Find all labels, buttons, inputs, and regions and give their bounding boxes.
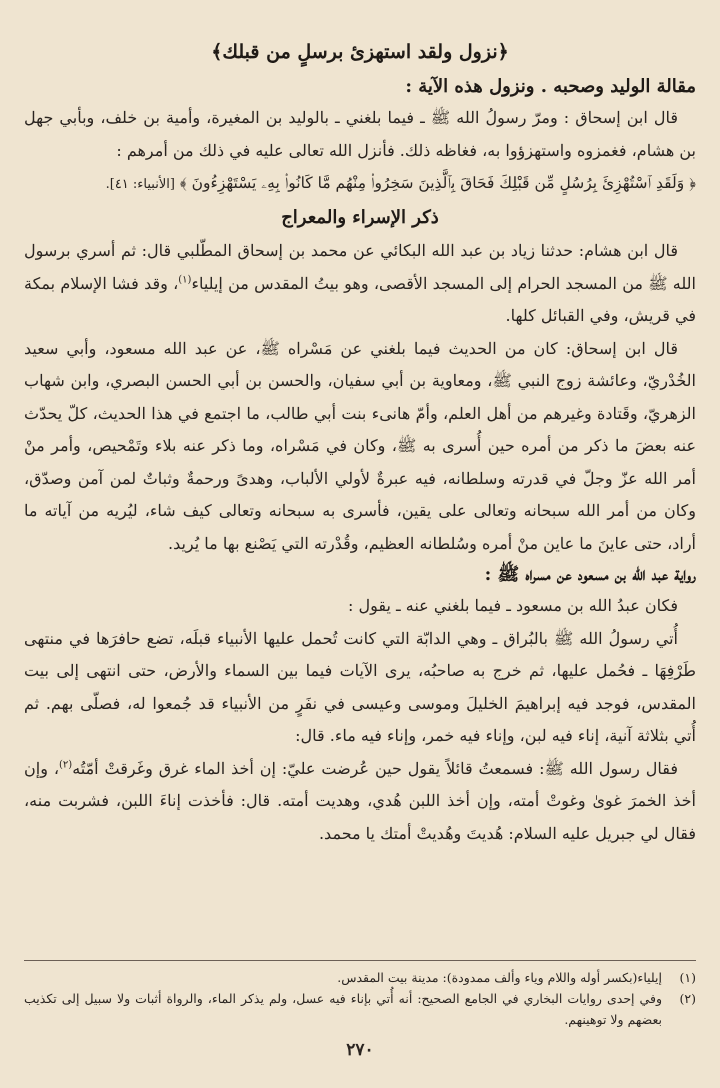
section-title-ibn-masud: رواية عبد الله بن مسعود عن مسراه ﷺ : (484, 564, 696, 585)
paragraph-ibn-ishaq-isra: قال ابن إسحاق: كان من الحديث فيما بلغني عن مَسْراه ﷺ، عن عبد الله مسعود، وأبي سعيد الخُدْريّ، وعائشة زوج النبي ﷺ، ومعاوية بن أبي سفيان، والحسن بن أبي الحسن البصري، وابن شهاب الزهريّ، وقَتادة وغيرهم من أهل العلم، وأمّ هانىء بنت أبي طالب، ما اجتمع في هذا الحديث، كلّ يحدّث عنه بعضَ ما ذكر من أمره حين أُسرى به ﷺ، وكان في مَسْراه، وما ذكر عنه بلاء وتَمْحيص، وأمر منْ أمر الله عزّ وجلّ في قدرته وسلطانه، فيه عبرةٌ لأولي الألباب، وهدىً ورحمةٌ وثباتٌ لمن آمن وصدّق، وكان من أمر الله سبحانه وتعالى على يقين، فأسرى به سبحانه وتعالى كيف شاء، ليُريه من آياته ما أراد، حتى عاينَ ما عاين منْ أمره وسُلطانه العظيم، وقُدْرته التي يَصْنع بها ما يُريد. (24, 338, 697, 553)
footnotes (24, 960, 696, 1030)
paragraph-ibn-masud-intro: فكان عبدُ الله بن مسعود ـ فيما بلغني عنه ـ يقول : (348, 596, 678, 615)
footnote-number: (٢) (679, 991, 696, 1006)
paragraph-buraq: أُتي رسولُ الله ﷺ بالبُراق ـ وهي الدابّة التي كانت تُحمل عليها الأنبياء قبلَه، تضع حافرَها في منتهى طَرْفِهَا ـ فحُمل عليها، ثم خرج به صاحبُه، يرى الآيات فيما بين السماء والأرض، حتى انتهى إلى بيت المقدس، فوجد فيه إبراهيمَ الخليلَ وموسى وعيسى في نفَرٍ من الأنبياء قد جُمعوا له، فصلّى بهم. ثم أُتي بثلاثة آنية، إناء فيه لبن، وإناء فيه خمر، وإناء فيه ماء. قال: (24, 628, 696, 745)
quran-verse (24, 167, 696, 201)
chapter-heading: ﴿نزول ولقد استهزئ برسلٍ من قبلك﴾ (211, 41, 509, 63)
footnote-number: (١) (679, 970, 696, 985)
paragraph-ibn-hisham-text: قال ابن هشام: حدثنا زياد بن عبد الله البكائي عن محمد بن إسحاق المطّلبي قال: ثم أسري برسول الله ﷺ من المسجد الحرام إلى المسجد الأقصى، وهو بيتُ المقدس من إيلياء (24, 241, 696, 293)
paragraph-three-vessels (24, 753, 696, 851)
footnote-ref-1[interactable]: (١) (178, 274, 192, 286)
paragraph-three-vessels-text-end: ، وإن أخذ الخمرَ غوىٰ وغوتْ أمته، وإن أخذ اللبن هُدي، وهديت أمته. قال: فأخذت إناءَ اللبن، فشربت منه، فقال لي جبريل عليه السلام: هُديتَ وهُديتْ أمتك يا محمد. (24, 758, 696, 843)
footnote-item (24, 988, 696, 1030)
paragraph-ibn-hisham (24, 235, 696, 333)
quran-verse-text: ﴿ وَلَقَدِ ٱسْتُهْزِئَ بِرُسُلٍ مِّن قَبْلِكَ فَحَاقَ بِٱلَّذِينَ سَخِرُوا۟ مِنْهُم مَّا كَانُوا۟ بِهِۦ يَسْتَهْزِءُونَ ﴾ (179, 174, 696, 192)
section-title-isra: ذكر الإسراء والمعراج (281, 207, 439, 228)
footnote-text: إيلياء(بكسر أوله واللام وياء وألف ممدودة): مدينة بيت المقدس. (337, 970, 662, 985)
footnote-text: وفي إحدى روايات البخاري في الجامع الصحيح: أنه أُتي بإناء فيه عسل، ولم يذكر الماء، والرواة أثبات ولا سبيل إلى تكذيب بعضهم ولا توهينهم. (24, 991, 662, 1027)
footnote-ref-2[interactable]: (٢) (59, 759, 73, 771)
quran-reference: [الأنبياء: ٤١]. (105, 177, 175, 192)
paragraph-three-vessels-text: فقال رسول الله ﷺ: فسمعتُ قائلاً يقول حين عُرضت عليّ: إن أخذ الماء غرق وغَرقتْ أمّتُه (72, 758, 678, 778)
paragraph-ibn-hisham-text-end: ، وقد فشا الإسلام بمكة في قريش، وفي القبائل كلها. (24, 273, 696, 325)
section-title-walid: مقالة الوليد وصحبه . ونزول هذه الآية : (405, 76, 696, 97)
footnote-item (24, 967, 696, 988)
page-number: ٢٧٠ (346, 1040, 374, 1060)
paragraph-ibn-ishaq-walid: قال ابن إسحاق : ومرّ رسولُ الله ﷺ ـ فيما بلغني ـ بالوليد بن المغيرة، وأمية بن خلف، وبأبي جهل بن هشام، فغمزوه واستهزؤوا به، فغاظه ذلك. فأنزل الله تعالى عليه في ذلك من أمرهم : (24, 108, 696, 160)
